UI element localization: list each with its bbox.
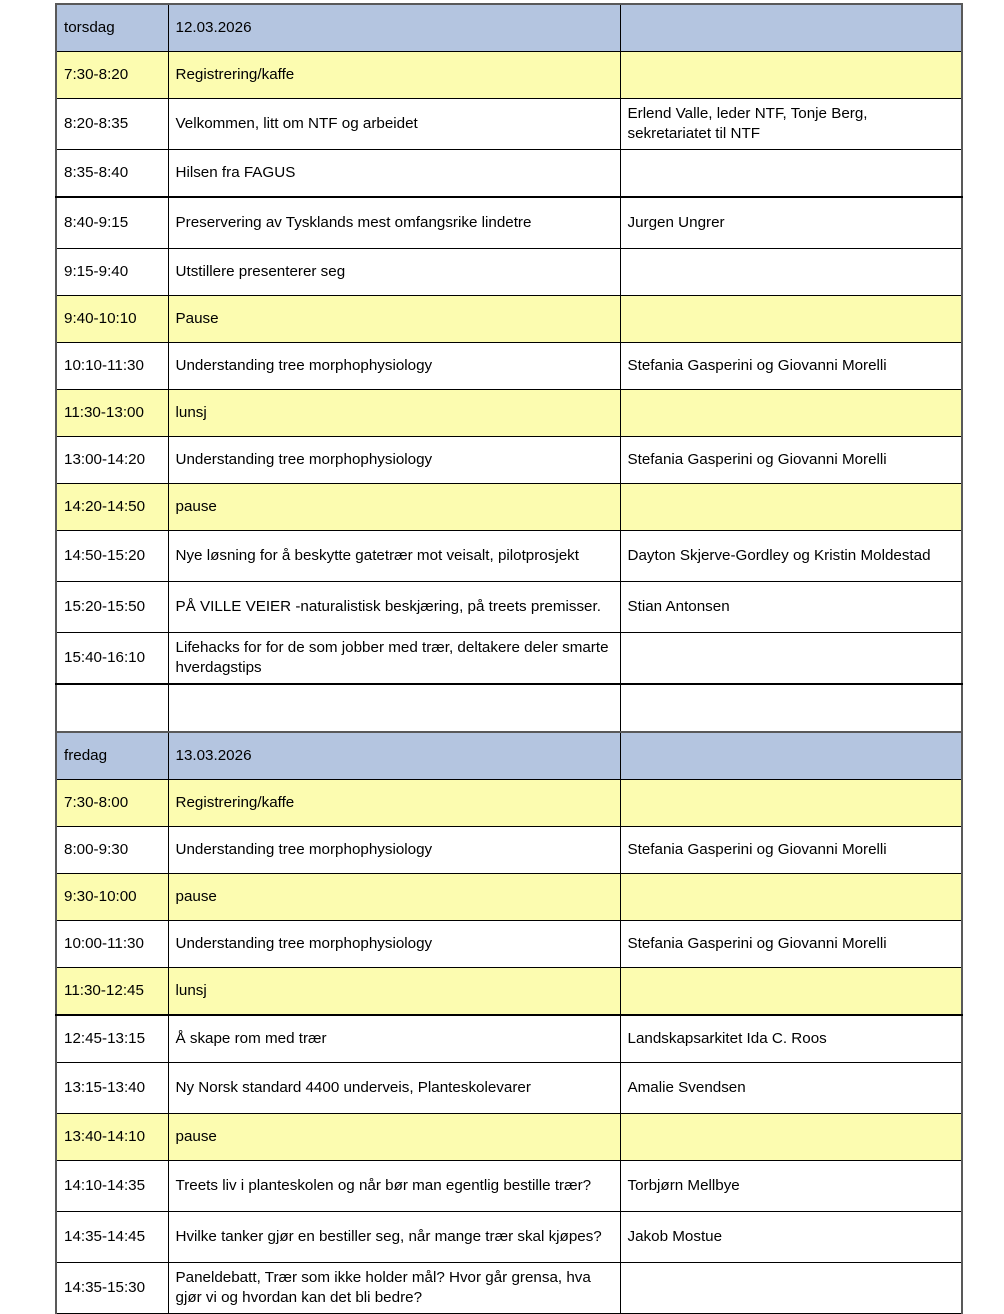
schedule-time: 10:10-11:30 — [56, 343, 168, 390]
schedule-topic: Ny Norsk standard 4400 underveis, Planteskolevarer — [168, 1063, 620, 1114]
schedule-row — [56, 1015, 962, 1063]
schedule-time: 11:30-12:45 — [56, 968, 168, 1016]
spacer-cell-topic — [168, 684, 620, 732]
schedule-speaker: Torbjørn Mellbye — [620, 1161, 962, 1212]
schedule-speaker: Landskapsarkitet Ida C. Roos — [620, 1015, 962, 1063]
schedule-topic: Registrering/kaffe — [168, 52, 620, 99]
schedule-speaker — [620, 390, 962, 437]
schedule-time: 9:40-10:10 — [56, 296, 168, 343]
schedule-speaker: Stefania Gasperini og Giovanni Morelli — [620, 343, 962, 390]
schedule-row — [56, 197, 962, 249]
schedule-row — [56, 531, 962, 582]
schedule-row — [56, 827, 962, 874]
schedule-row — [56, 780, 962, 827]
schedule-time: 14:10-14:35 — [56, 1161, 168, 1212]
schedule-speaker — [620, 484, 962, 531]
schedule-speaker: Stefania Gasperini og Giovanni Morelli — [620, 827, 962, 874]
schedule-topic: lunsj — [168, 968, 620, 1016]
schedule-topic: Understanding tree morphophysiology — [168, 827, 620, 874]
schedule-row — [56, 874, 962, 921]
schedule-time: 15:40-16:10 — [56, 633, 168, 685]
schedule-topic: Understanding tree morphophysiology — [168, 437, 620, 484]
schedule-speaker — [620, 52, 962, 99]
schedule-speaker — [620, 780, 962, 827]
schedule-speaker — [620, 296, 962, 343]
schedule-row — [56, 296, 962, 343]
schedule-topic: Pause — [168, 296, 620, 343]
schedule-topic: lunsj — [168, 390, 620, 437]
schedule-row — [56, 1161, 962, 1212]
schedule-topic: Velkommen, litt om NTF og arbeidet — [168, 99, 620, 150]
schedule-row — [56, 484, 962, 531]
schedule-table — [55, 3, 963, 1314]
schedule-time: 14:35-14:45 — [56, 1212, 168, 1263]
schedule-time: 9:30-10:00 — [56, 874, 168, 921]
schedule-speaker — [620, 1114, 962, 1161]
schedule-speaker: Stefania Gasperini og Giovanni Morelli — [620, 921, 962, 968]
schedule-time: 8:40-9:15 — [56, 197, 168, 249]
day-header-empty-torsdag — [620, 4, 962, 52]
schedule-speaker: Dayton Skjerve-Gordley og Kristin Moldestad — [620, 531, 962, 582]
schedule-time: 8:20-8:35 — [56, 99, 168, 150]
schedule-time: 13:00-14:20 — [56, 437, 168, 484]
schedule-topic: Utstillere presenterer seg — [168, 249, 620, 296]
schedule-time: 8:00-9:30 — [56, 827, 168, 874]
schedule-time: 12:45-13:15 — [56, 1015, 168, 1063]
schedule-topic: Understanding tree morphophysiology — [168, 343, 620, 390]
schedule-speaker — [620, 150, 962, 198]
schedule-topic: Å skape rom med trær — [168, 1015, 620, 1063]
schedule-row — [56, 921, 962, 968]
schedule-row — [56, 1063, 962, 1114]
day-header-empty-fredag — [620, 732, 962, 780]
schedule-speaker — [620, 633, 962, 685]
schedule-topic: Lifehacks for for de som jobber med trær, deltakere deler smarte hverdagstips — [168, 633, 620, 685]
schedule-speaker: Stian Antonsen — [620, 582, 962, 633]
schedule-time: 8:35-8:40 — [56, 150, 168, 198]
schedule-topic: Preservering av Tysklands mest omfangsrike lindetre — [168, 197, 620, 249]
schedule-topic: Understanding tree morphophysiology — [168, 921, 620, 968]
schedule-body — [56, 4, 962, 1314]
schedule-time: 13:40-14:10 — [56, 1114, 168, 1161]
schedule-speaker — [620, 968, 962, 1016]
schedule-topic: Hilsen fra FAGUS — [168, 150, 620, 198]
schedule-time: 14:35-15:30 — [56, 1263, 168, 1314]
schedule-row — [56, 99, 962, 150]
schedule-row — [56, 52, 962, 99]
schedule-topic: Treets liv i planteskolen og når bør man egentlig bestille trær? — [168, 1161, 620, 1212]
schedule-document — [55, 3, 961, 1314]
schedule-row — [56, 343, 962, 390]
schedule-topic: Paneldebatt, Trær som ikke holder mål? Hvor går grensa, hva gjør vi og hvordan kan det bli bedre? — [168, 1263, 620, 1314]
schedule-time: 10:00-11:30 — [56, 921, 168, 968]
schedule-row — [56, 150, 962, 198]
schedule-topic: PÅ VILLE VEIER -naturalistisk beskjæring, på treets premisser. — [168, 582, 620, 633]
day-header-row-fredag — [56, 732, 962, 780]
schedule-time: 14:20-14:50 — [56, 484, 168, 531]
schedule-speaker — [620, 874, 962, 921]
schedule-topic: Nye løsning for å beskytte gatetrær mot veisalt, pilotprosjekt — [168, 531, 620, 582]
schedule-time: 7:30-8:00 — [56, 780, 168, 827]
schedule-topic: pause — [168, 874, 620, 921]
day-date-fredag: 13.03.2026 — [168, 732, 620, 780]
spacer-row — [56, 684, 962, 732]
day-header-row-torsdag — [56, 4, 962, 52]
schedule-time: 15:20-15:50 — [56, 582, 168, 633]
spacer-cell-time — [56, 684, 168, 732]
schedule-speaker — [620, 249, 962, 296]
spacer-cell-who — [620, 684, 962, 732]
schedule-row — [56, 437, 962, 484]
schedule-time: 13:15-13:40 — [56, 1063, 168, 1114]
schedule-topic: Registrering/kaffe — [168, 780, 620, 827]
schedule-time: 14:50-15:20 — [56, 531, 168, 582]
schedule-row — [56, 1263, 962, 1314]
schedule-speaker — [620, 1263, 962, 1314]
schedule-row — [56, 582, 962, 633]
schedule-speaker: Erlend Valle, leder NTF, Tonje Berg, sekretariatet til NTF — [620, 99, 962, 150]
schedule-speaker: Jakob Mostue — [620, 1212, 962, 1263]
schedule-row — [56, 633, 962, 685]
day-name-fredag: fredag — [56, 732, 168, 780]
schedule-topic: pause — [168, 484, 620, 531]
schedule-row — [56, 390, 962, 437]
schedule-speaker: Stefania Gasperini og Giovanni Morelli — [620, 437, 962, 484]
schedule-row — [56, 1114, 962, 1161]
schedule-row — [56, 1212, 962, 1263]
schedule-time: 11:30-13:00 — [56, 390, 168, 437]
schedule-time: 7:30-8:20 — [56, 52, 168, 99]
day-name-torsdag: torsdag — [56, 4, 168, 52]
schedule-row — [56, 249, 962, 296]
schedule-time: 9:15-9:40 — [56, 249, 168, 296]
schedule-topic: pause — [168, 1114, 620, 1161]
schedule-topic: Hvilke tanker gjør en bestiller seg, når mange trær skal kjøpes? — [168, 1212, 620, 1263]
schedule-row — [56, 968, 962, 1016]
schedule-speaker: Jurgen Ungrer — [620, 197, 962, 249]
day-date-torsdag: 12.03.2026 — [168, 4, 620, 52]
schedule-speaker: Amalie Svendsen — [620, 1063, 962, 1114]
